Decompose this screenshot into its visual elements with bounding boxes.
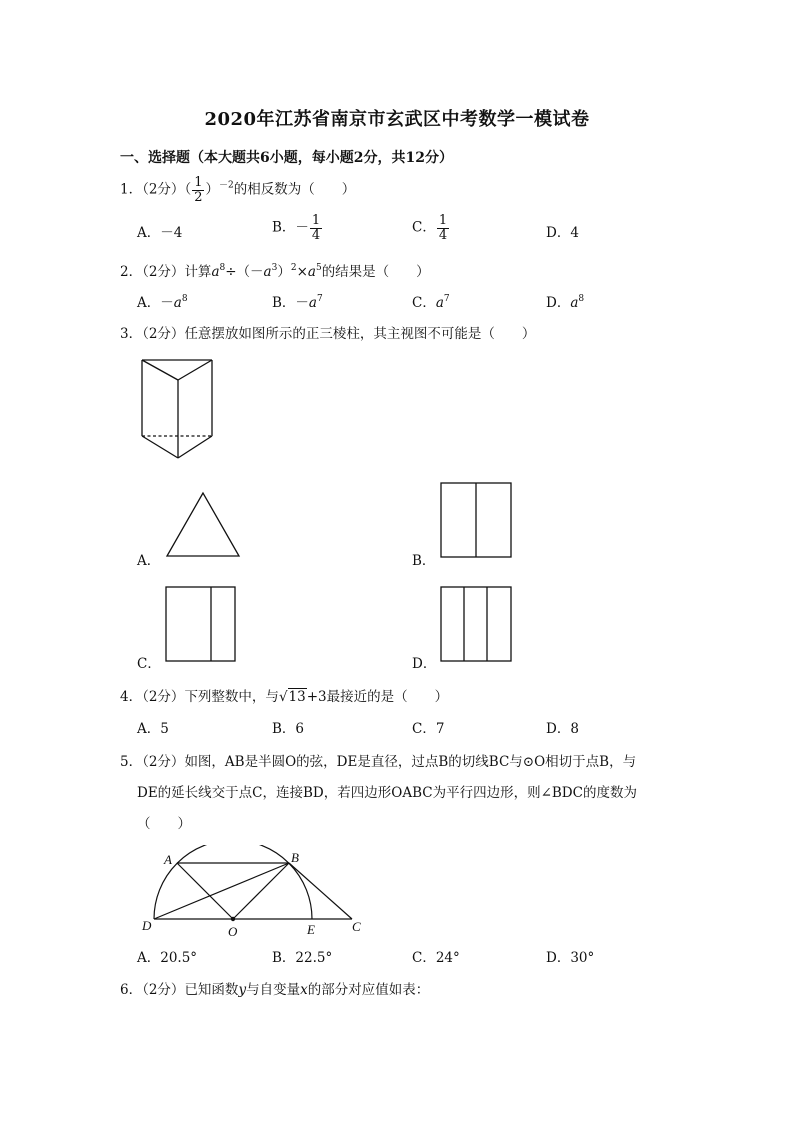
question-6: 6．（2分）已知函数y与自变量x的部分对应值如表：: [120, 982, 430, 998]
option-c: C．24°: [412, 950, 460, 966]
option-b: B．6: [272, 721, 305, 737]
triangle-view: [164, 490, 242, 560]
question-4: 4．（2分）下列整数中，与√13+3最接近的是（ ）: [120, 689, 449, 705]
fraction: $\frac{1}{4}$: [438, 213, 448, 243]
point-label-a: A: [164, 852, 172, 867]
option-d: D．: [412, 656, 437, 672]
option-c: C． $\frac{1}{4}$: [412, 213, 448, 243]
option-b: B．: [412, 553, 436, 569]
option-a: A．20.5°: [137, 950, 198, 966]
question-2: 2．（2分）计算$a^8\div(-a^3)^2\times a^5$的结果是（ ）: [120, 263, 430, 280]
fraction: $\frac{1}{2}$: [194, 175, 203, 205]
rectangle-view-two-equal: [440, 482, 513, 560]
option-a: A．$-a^8$: [137, 294, 188, 311]
exponent: －2: [218, 180, 234, 191]
semicircle-figure: [140, 845, 380, 940]
option-a: A．－4: [137, 225, 183, 241]
question-5-line-2: DE的延长线交于点C，连接BD，若四边形OABC为平行四边形，则∠BDC的度数为: [137, 785, 637, 801]
point-label-o: O: [228, 924, 238, 939]
option-d: D．30°: [546, 950, 595, 966]
option-d: D．8: [546, 721, 579, 737]
option-b: B．$-a^7$: [272, 294, 323, 311]
point-label-b: B: [291, 850, 299, 865]
option-a: A．: [137, 553, 161, 569]
point-label-c: C: [352, 919, 361, 934]
fraction: $\frac{1}{4}$: [311, 213, 321, 243]
option-a: A．5: [137, 721, 169, 737]
option-d: D．4: [546, 225, 579, 241]
option-c: C．: [137, 656, 161, 672]
question-number: 1．: [120, 181, 143, 198]
rectangle-view-three: [440, 586, 513, 664]
option-c: C．7: [412, 721, 445, 737]
question-1: 1．（2分）（ $\frac{1}{2}$ ）$^{-2}$的相反数为（ ）: [120, 175, 356, 205]
radicand: 13: [288, 689, 306, 705]
rectangle-view-unequal: [165, 586, 238, 664]
section-heading: 一、选择题（本大题共6小题，每小题2分，共12分）: [120, 150, 453, 166]
question-5-line-1: 5．（2分）如图，AB是半圆O的弦，DE是直径，过点B的切线BC与⊙O相切于点B，与: [120, 754, 637, 770]
option-b: B．－ $\frac{1}{4}$: [272, 213, 321, 243]
question-3: 3．（2分）任意摆放如图所示的正三棱柱，其主视图不可能是（ ）: [120, 326, 536, 342]
option-b: B．22.5°: [272, 950, 333, 966]
option-d: D．$a^8$: [546, 294, 585, 311]
question-5-line-3: （ ）: [137, 816, 191, 832]
point-label-e: E: [307, 922, 315, 937]
triangular-prism-figure: [140, 358, 214, 462]
option-c: C．$a^7$: [412, 294, 450, 311]
sqrt-sign: √: [278, 689, 288, 705]
point-label-d: D: [142, 918, 152, 933]
page-title: 2020年江苏省南京市玄武区中考数学一模试卷: [204, 109, 590, 130]
question-score: （2分）: [142, 181, 185, 198]
